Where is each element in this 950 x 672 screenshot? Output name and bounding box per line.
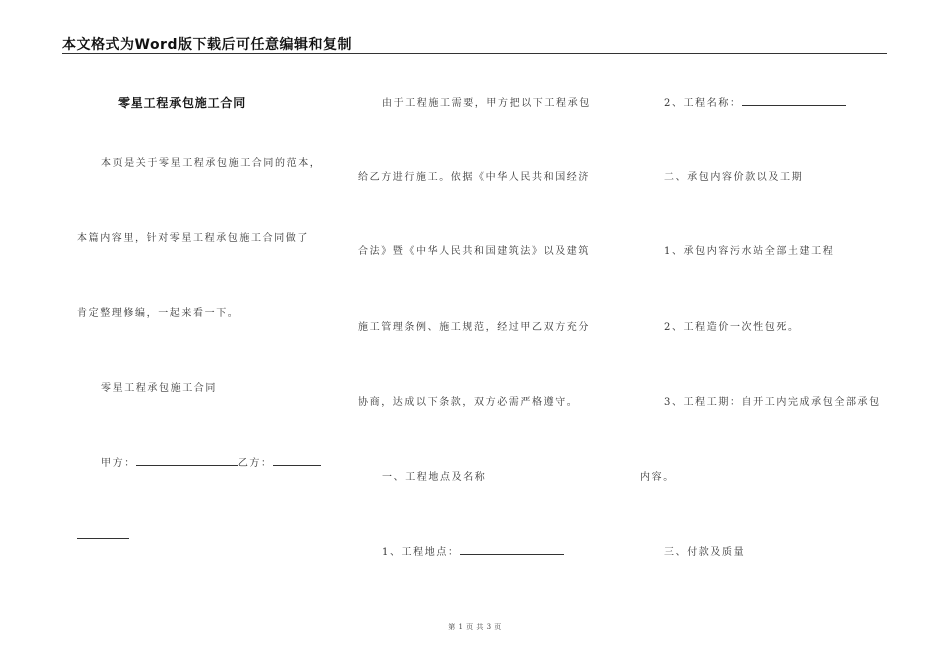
parties-line-continuation	[77, 529, 129, 542]
paragraph-line: 给乙方进行施工。依据《中华人民共和国经济	[358, 172, 590, 183]
paragraph-line: 协商，达成以下条款，双方必需严格遵守。	[358, 397, 579, 408]
party-b-label: 乙方：	[237, 458, 273, 469]
field-line	[382, 543, 564, 558]
paragraph-line: 本页是关于零星工程承包施工合同的范本，	[101, 158, 322, 169]
paragraph-line: 1、承包内容污水站全部土建工程	[664, 246, 835, 257]
section-heading: 一、工程地点及名称	[382, 472, 487, 483]
project-location-blank	[460, 545, 564, 555]
section-heading: 二、承包内容价款以及工期	[664, 172, 804, 183]
party-a-label: 甲方：	[101, 458, 136, 469]
paragraph-line: 由于工程施工需要，甲方把以下工程承包	[382, 98, 591, 109]
party-b-blank-continued	[77, 529, 129, 539]
paragraph-line: 施工管理条例、施工规范，经过甲乙双方充分	[358, 322, 590, 333]
contract-subtitle: 零星工程承包施工合同	[101, 383, 217, 394]
paragraph-line: 2、工程造价一次性包死。	[664, 322, 800, 333]
paragraph-line: 本篇内容里，针对零星工程承包施工合同做了	[77, 233, 309, 244]
section-heading: 三、付款及质量	[664, 547, 746, 558]
paragraph-line: 3、工程工期：自开工内完成承包全部承包	[664, 397, 881, 408]
field-line	[664, 94, 846, 109]
format-banner: 本文格式为Word版下载后可任意编辑和复制	[62, 37, 352, 53]
paragraph-line: 内容。	[640, 472, 675, 483]
paragraph-line: 肯定整理修编，一起来看一下。	[77, 308, 240, 319]
project-location-label: 1、工程地点：	[382, 547, 460, 558]
paragraph-line: 合法》暨《中华人民共和国建筑法》以及建筑	[358, 246, 590, 257]
party-a-blank	[136, 456, 238, 466]
page-number-footer: 第 1 页 共 3 页	[448, 623, 502, 631]
party-b-blank	[273, 456, 321, 466]
project-name-blank	[742, 96, 846, 106]
project-name-label: 2、工程名称：	[664, 98, 742, 109]
header-rule	[62, 53, 887, 54]
parties-line	[101, 454, 321, 469]
document-title: 零星工程承包施工合同	[118, 96, 247, 110]
